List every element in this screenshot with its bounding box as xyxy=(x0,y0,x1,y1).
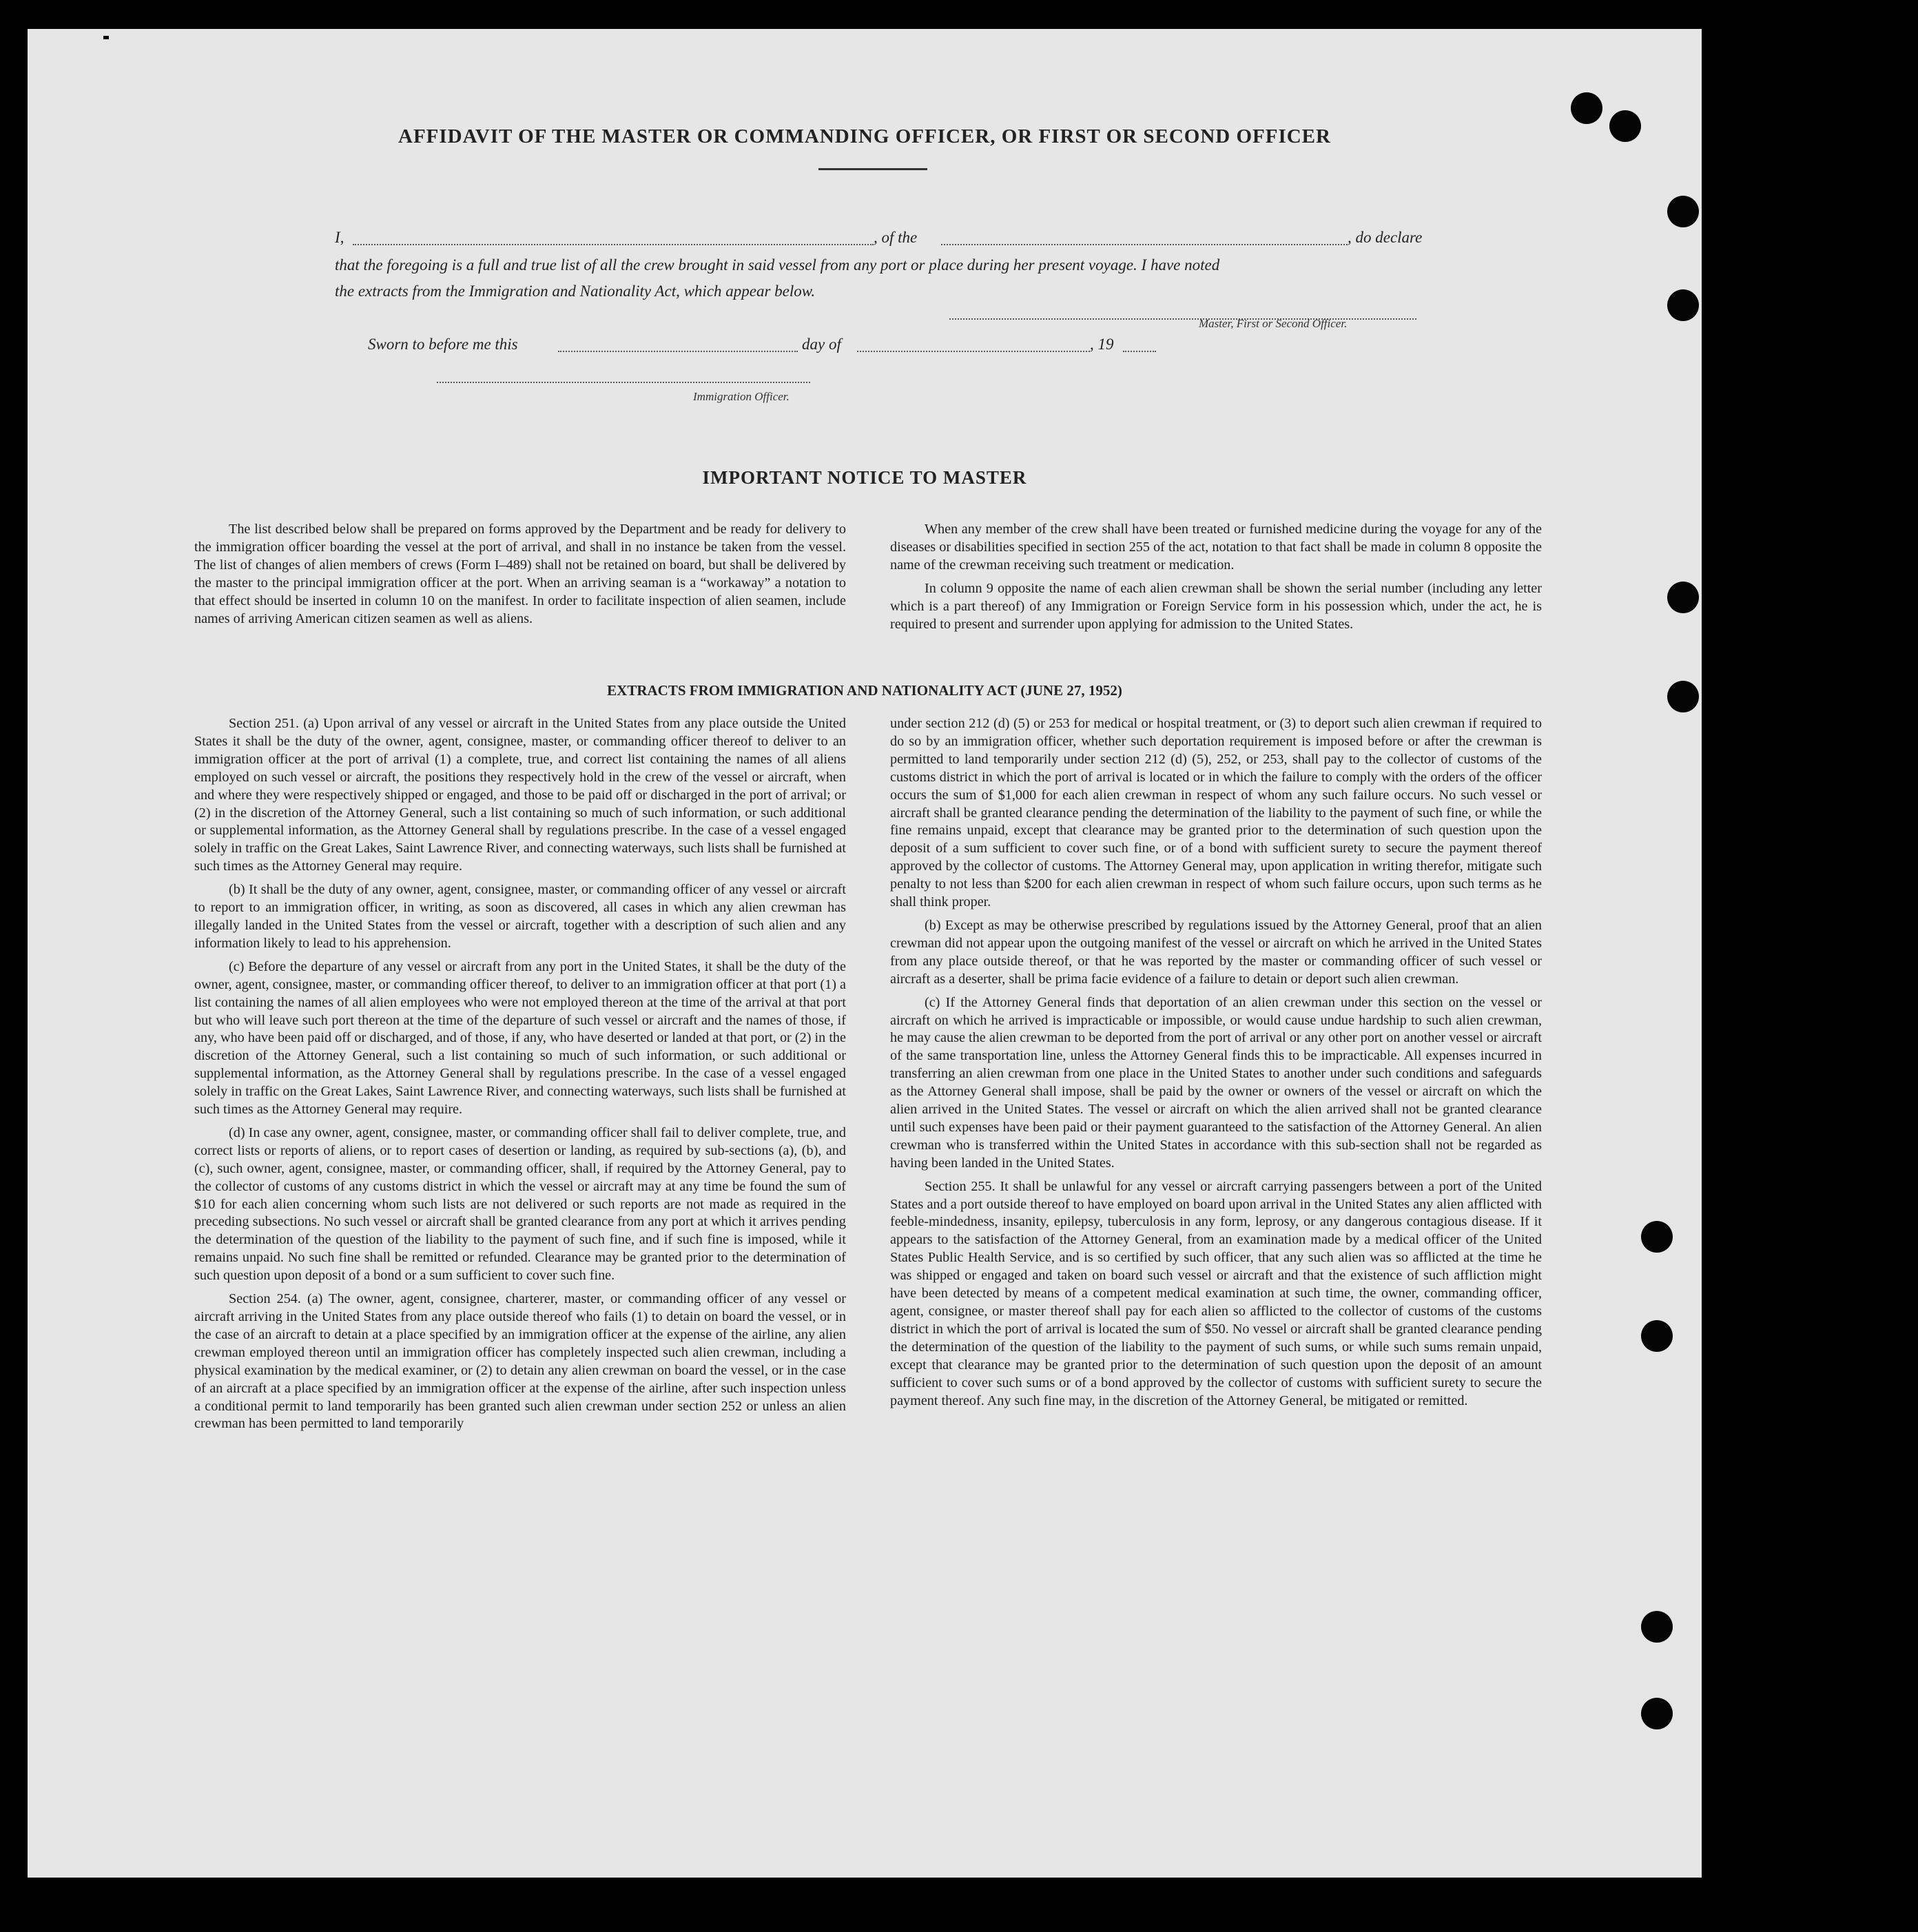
scan-speck xyxy=(22,40,28,43)
extract-paragraph: (c) Before the departure of any vessel or aircraft from any port in the United States, it shall be the duty of the owner, agent, consignee, master, or commanding officer thereof, to deliver to an immigration officer at that port (1) a list containing the names of all alien employees who were not employed thereon at the time of the arrival at that port but who will leave such port thereon at the time of the departure of such vessel or aircraft and the names of those, if any, who have been paid off or discharged, and of those, if any, who have deserted or landed at that port, or (2) in the discretion of the Attorney General, such a list containing so much of such information, or such additional or supplemental information, as the Attorney General shall by regulations prescribe. In the case of a vessel engaged solely in traffic on the Great Lakes, Saint Lawrence River, and connecting waterways, such lists shall be furnished at such times as the Attorney General may require. xyxy=(194,958,846,1118)
name-field[interactable] xyxy=(353,244,874,245)
punch-hole xyxy=(1667,289,1699,321)
sworn-day-of: day of xyxy=(802,336,841,353)
punch-hole xyxy=(1667,582,1699,613)
declare-i: I, xyxy=(335,229,344,246)
extract-paragraph: (b) Except as may be otherwise prescribed by regulations issued by the Attorney General, proof that an alien crewman did not appear upon the outgoing manifest of the vessel or aircraft on which he arrived in the United States from any place outside thereof, or that he was reported by the master or commanding officer of such vessel or aircraft as a deserter, shall be prima facie evidence of a failure to detain or deport such alien crewman. xyxy=(890,917,1542,987)
officer-caption: Immigration Officer. xyxy=(693,390,790,403)
notice-right-column xyxy=(890,521,1542,639)
officer-signature-line[interactable] xyxy=(437,382,810,383)
declare-line-2: that the foregoing is a full and true list of all the crew brought in said vessel from any port or place during her present voyage. I have noted xyxy=(335,256,1220,274)
punch-hole xyxy=(1571,92,1602,124)
notice-title: IMPORTANT NOTICE TO MASTER xyxy=(702,467,1027,488)
sworn-year: , 19 xyxy=(1090,336,1114,353)
notice-right-paragraph: When any member of the crew shall have been treated or furnished medicine during the voyage for any of the diseases or disabilities specified in section 255 of the act, notation to that fact shall be made in column 8 opposite the name of the crewman receiving such treatment or medication. xyxy=(890,522,1542,573)
extracts-right-column xyxy=(890,715,1542,1415)
vessel-field[interactable] xyxy=(941,244,1348,245)
extract-paragraph: under section 212 (d) (5) or 253 for medical or hospital treatment, or (3) to deport such alien crewman if required to do so by an immigration officer, whether such deportation requirement is imposed before or after the crewman is permitted to land temporarily under section 212 (d) (5), 252, or 253, shall pay to the collector of customs of the customs district in which the port of arrival is located or in which the failure to comply with the orders of the officer occurs the sum of $1,000 for each alien crewman in respect of whom any such failure occurs. No such vessel or aircraft shall be granted clearance pending the determination of the liability to the payment of such fine, or while the fine remains unpaid, except that clearance may be granted prior to the determination of such question upon the deposit of a sum sufficient to cover such fine, or of a bond with sufficient surety to secure the payment thereof approved by the collector of customs. The Attorney General may, upon application in writing therefor, mitigate such penalty to not less than $200 for each alien crewman in respect of whom such failure occurs, upon such terms as he shall think proper. xyxy=(890,716,1542,910)
punch-hole xyxy=(1609,110,1641,142)
extracts-left-column xyxy=(194,715,846,1439)
document-page xyxy=(28,29,1702,1878)
extracts-title: EXTRACTS FROM IMMIGRATION AND NATIONALITY ACT (JUNE 27, 1952) xyxy=(607,682,1122,699)
affidavit-title: AFFIDAVIT OF THE MASTER OR COMMANDING OFFICER, OR FIRST OR SECOND OFFICER xyxy=(398,125,1331,147)
master-caption: Master, First or Second Officer. xyxy=(1199,317,1348,330)
notice-left-column xyxy=(194,521,846,633)
punch-hole xyxy=(1641,1698,1673,1729)
extract-paragraph: (c) If the Attorney General finds that deportation of an alien crewman under this section on the vessel or aircraft on which he arrived is impracticable or impossible, or would cause undue hardship to such alien crewman, he may cause the alien crewman to be deported from the port of arrival or any other port on another vessel or aircraft of the same transportation line, unless the Attorney General finds this to be impracticable. All expenses incurred in transferring an alien crewman from one place in the United States to another under such conditions and safeguards as the Attorney General shall impose, shall be paid by the owner or owners of the vessel or aircraft on which the alien arrived in the United States. The vessel or aircraft on which the alien arrived shall not be granted clearance until such expenses have been paid or their payment guaranteed to the satisfaction of the Attorney General. An alien crewman who is transferred within the United States in accordance with this sub-section shall not be regarded as having been landed in the United States. xyxy=(890,994,1542,1171)
sworn-month-field[interactable] xyxy=(857,351,1090,352)
punch-hole xyxy=(1641,1320,1673,1352)
punch-hole xyxy=(1667,196,1699,227)
sworn-prefix: Sworn to before me this xyxy=(368,336,518,353)
notice-right-paragraph: In column 9 opposite the name of each alien crewman shall be shown the serial number (including any letter which is a part thereof) of any Immigration or Foreign Service form in his possession which, under the act, he is required to present and surrender upon applying for admission to the United States. xyxy=(890,580,1542,632)
sworn-year-field[interactable] xyxy=(1123,351,1156,352)
notice-left-paragraph: The list described below shall be prepared on forms approved by the Department and be ready for delivery to the immigration officer boarding the vessel at the port of arrival, and shall in no instance be taken from the vessel. The list of changes of alien members of crews (Form I–489) shall not be retained on board, but shall be delivered by the master to the principal immigration officer at the port. When an arriving seaman is a “workaway” a notation to that effect should be inserted in column 10 on the manifest. In order to facilitate inspection of alien seamen, include names of arriving American citizen seamen as well as aliens. xyxy=(194,522,846,626)
extract-paragraph: (b) It shall be the duty of any owner, agent, consignee, master, or commanding officer of any vessel or aircraft to report to an immigration officer, in writing, as soon as discovered, all cases in which any alien crewman has illegally landed in the United States from the vessel or aircraft, together with a description of such alien and any information likely to lead to his apprehension. xyxy=(194,882,846,951)
declare-do-declare: , do declare xyxy=(1348,229,1423,246)
sworn-day-field[interactable] xyxy=(558,351,798,352)
extract-paragraph: (d) In case any owner, agent, consignee, master, or commanding officer shall fail to deliver complete, true, and correct lists or reports of aliens, or to report cases of desertion or landing, as required by sub-sections (a), (b), and (c), such owner, agent, consignee, master, or commanding officer, shall, if required by the Attorney General, pay to the collector of customs of any customs district in which the vessel or aircraft may at any time be found the sum of $10 for each alien concerning whom such lists are not delivered or such reports are not made as required in the preceding subsections. No such vessel or aircraft shall be granted clearance from any port at which it arrives pending the determination of the question of the liability to the payment of such fine, and if such fine is imposed, while it remains unpaid. No such fine shall be remitted or refunded. Clearance may be granted prior to the determination of such question upon deposit of a bond or a sum sufficient to cover such fine. xyxy=(194,1124,846,1284)
extract-paragraph: Section 251. (a) Upon arrival of any vessel or aircraft in the United States from any place outside the United States it shall be the duty of the owner, agent, consignee, master, or commanding officer thereof to deliver to an immigration officer at the port of arrival (1) a complete, true, and correct list containing the names of all aliens employed on such vessel or aircraft, the positions they respectively hold in the crew of the vessel or aircraft, when and where they were respectively shipped or engaged, and those to be paid off or discharged in the port of arrival; or (2) in the discretion of the Attorney General, such a list containing so much of such information, or such additional or supplemental information, as the Attorney General shall by regulations prescribe. In the case of a vessel engaged solely in traffic on the Great Lakes, Saint Lawrence River, and connecting waterways, such lists shall be furnished at such times as the Attorney General may require. xyxy=(194,716,846,874)
scan-speck xyxy=(103,36,109,39)
punch-hole xyxy=(1641,1611,1673,1643)
declare-line-3: the extracts from the Immigration and Nationality Act, which appear below. xyxy=(335,282,816,300)
title-rule xyxy=(818,168,927,170)
extract-paragraph: Section 255. It shall be unlawful for any vessel or aircraft carrying passengers between a port of the United States and a port outside thereof to have employed on board upon arrival in the United States any alien afflicted with feeble-mindedness, insanity, epilepsy, tuberculosis in any form, leprosy, or any dangerous contagious disease. If it appears to the satisfaction of the Attorney General, from an examination made by a medical officer of the United States Public Health Service, and is so certified by such officer, that any such alien was so afflicted at the time he was shipped or engaged and taken on board such vessel or aircraft and that the existence of such affliction might have been detected by means of a competent medical examination at such time, the owner, commanding officer, agent, consignee, or master thereof shall pay for each alien so afflicted to the collector of customs of the customs district in which the port of arrival is located the sum of $50. No vessel or aircraft shall be granted clearance pending the determination of the question of the liability to the payment of such sums, or while such sums remain unpaid, except that clearance may be granted prior to the determination of such question upon the deposit of an amount sufficient to cover such sums or of a bond approved by the collector of customs with sufficient surety to secure the payment thereof. Any such fine may, in the discretion of the Attorney General, be mitigated or remitted. xyxy=(890,1178,1542,1408)
punch-hole xyxy=(1641,1221,1673,1253)
extract-paragraph: Section 254. (a) The owner, agent, consignee, charterer, master, or commanding officer of any vessel or aircraft arriving in the United States from any place outside thereof who fails (1) to detain on board the vessel, or in the case of an aircraft to detain at a place specified by an immigration officer at the expense of the airline, any alien crewman employed thereon until an immigration officer has completely inspected such alien crewman, including a physical examination by the medical examiner, or (2) to detain any alien crewman on board the vessel, or in the case of an aircraft at a place specified by an immigration officer at the expense of the airline, after such inspection unless a conditional permit to land temporarily has been granted such alien crewman under section 252 or unless an alien crewman has been permitted to land temporarily xyxy=(194,1291,846,1432)
declare-of-the: , of the xyxy=(874,229,918,246)
punch-hole xyxy=(1667,681,1699,712)
